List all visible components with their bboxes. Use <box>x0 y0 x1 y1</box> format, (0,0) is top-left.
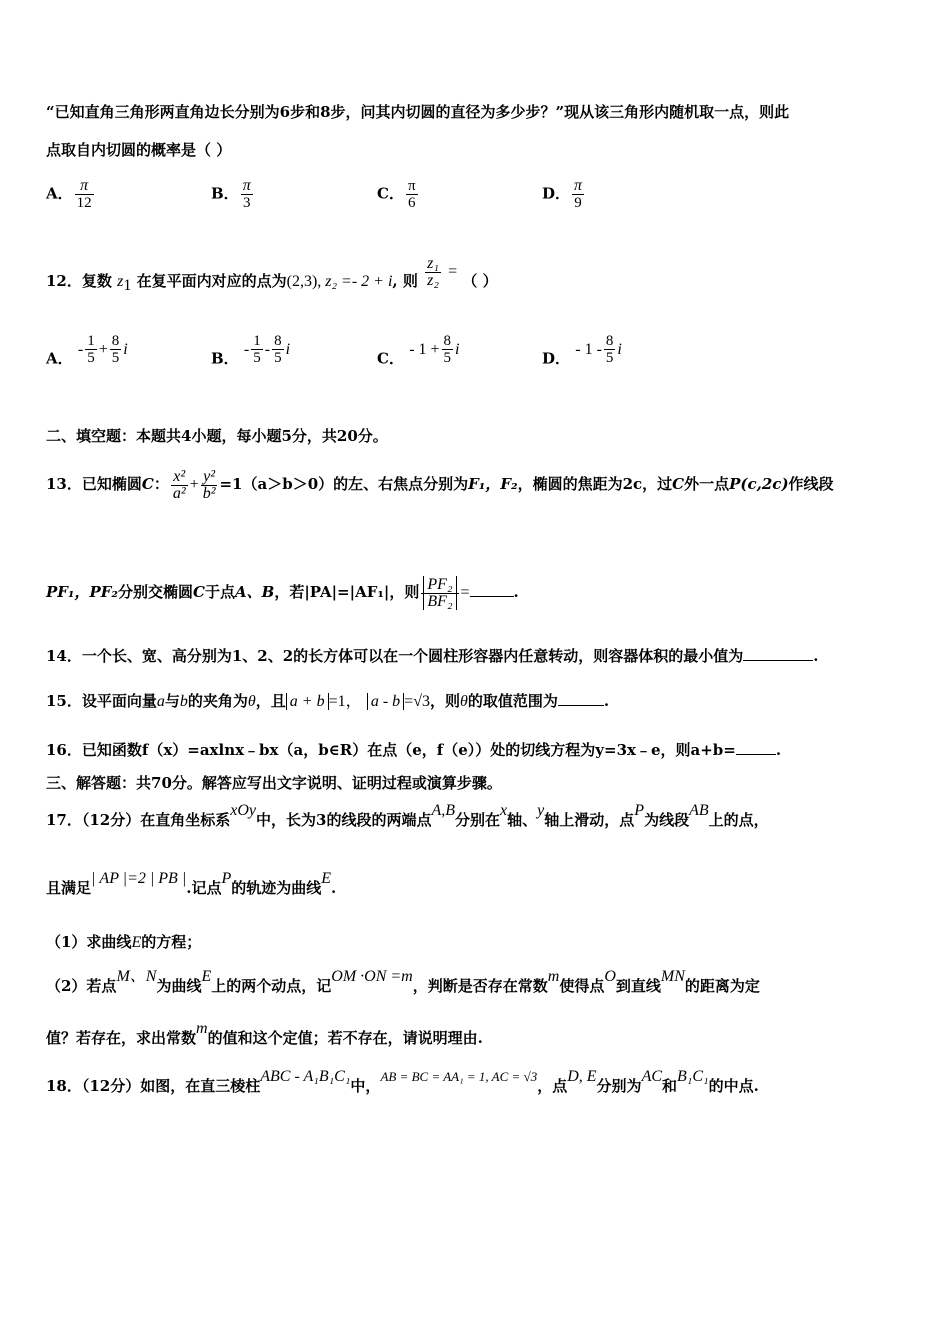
q12-option-d: D． - 1 - $\frac{8}{5}$ i <box>542 333 622 368</box>
q12-option-b: B． - $\frac{1}{5}$ - $\frac{8}{5}$ i <box>211 333 291 368</box>
q17-line1: 17．（12分）在直角坐标系xOy中，长为3的线段的两端点A,B分别在x轴、y轴上滑动，点P为线段AB上的点， <box>46 802 769 829</box>
q11-option-d: D． $\frac{\pi}{9}$ <box>542 177 583 211</box>
q13-line2: PF₁，PF₂分别交椭圆C于点A、B，若|PA|=|AF₁|，则 $\frac{\text{PF₂}}{\text{BF₂}}$ = . <box>46 575 519 610</box>
q17-line2: 且满足| AP |=2 | PB |.记点P的轨迹为曲线E. <box>46 870 337 897</box>
q12-option-a: A． - $\frac{1}{5}$ + $\frac{8}{5}$ i <box>46 333 128 368</box>
q16-question: 16．已知函数f（x）=axlnx﹣bx（a，b∈R）在点（e，f（e））处的切线方程为y=3x﹣e，则a+b= . <box>46 741 782 759</box>
q11-line2: 点取自内切圆的概率是（ ） <box>46 141 232 159</box>
q11-option-c: C． $\frac{\pi}{6}$ <box>377 178 416 211</box>
q17-part2-line2: 值？若存在，求出常数m的值和这个定值；若不存在，请说明理由. <box>46 1020 483 1047</box>
q15-answer-blank[interactable] <box>558 691 604 706</box>
section-solve-heading: 三、解答题：共70分。解答应写出文字说明、证明过程或演算步骤。 <box>46 774 502 792</box>
q11-line1: “已知直角三角形两直角边长分别为6步和8步，问其内切圆的直径为多少步？”现从该三角形内随机取一点，则此 <box>46 103 790 121</box>
q17-part1: （1）求曲线E的方程； <box>46 933 202 951</box>
q13-answer-blank[interactable] <box>470 582 514 597</box>
q13-line1: 13．已知椭圆C： $\frac{\text{x²}}{\text{a²}}$ + $\frac{\text{y²}}{\text{b²}}$ =1（a＞b＞0）的左、右焦点分别为F₁，F₂，椭圆的焦距为2c，过C外一点P(c,2c)作线段 <box>46 467 834 502</box>
q12-question: 12．复数 $z_1$ 在复平面内对应的点为(2,3), z₂ =- 2 + i, 则 $\frac{\text{z₁}}{\text{z₂}}$ = （ ） <box>46 254 498 294</box>
q14-question: 14．一个长、宽、高分别为1、2、2的长方体可以在一个圆柱形容器内任意转动，则容器体积的最小值为 . <box>46 647 819 665</box>
q16-answer-blank[interactable] <box>736 740 776 755</box>
q14-answer-blank[interactable] <box>743 646 813 661</box>
q18-question: 18．（12分）如图，在直三棱柱ABC - A₁B₁C₁中，AB = BC = AA₁ = 1, AC = √3，点D, E分别为AC和B₁C₁的中点. <box>46 1068 759 1095</box>
q17-part2-line1: （2）若点M、N为曲线E上的两个动点，记OM ·ON =m，判断是否存在常数m使得点O到直线MN的距离为定 <box>46 968 760 995</box>
q15-question: 15．设平面向量a与b的夹角为θ，且 a + b =1， a - b =√3，则θ的取值范围为 . <box>46 692 610 710</box>
section-fill-in-heading: 二、填空题：本题共4小题，每小题5分，共20分。 <box>46 427 388 445</box>
q11-option-b: B． $\frac{\pi}{3}$ <box>211 177 251 211</box>
q12-option-c: C． - 1 + $\frac{8}{5}$ i <box>377 333 460 368</box>
q11-option-a: A． $\frac{\pi}{12}$ <box>46 177 92 211</box>
